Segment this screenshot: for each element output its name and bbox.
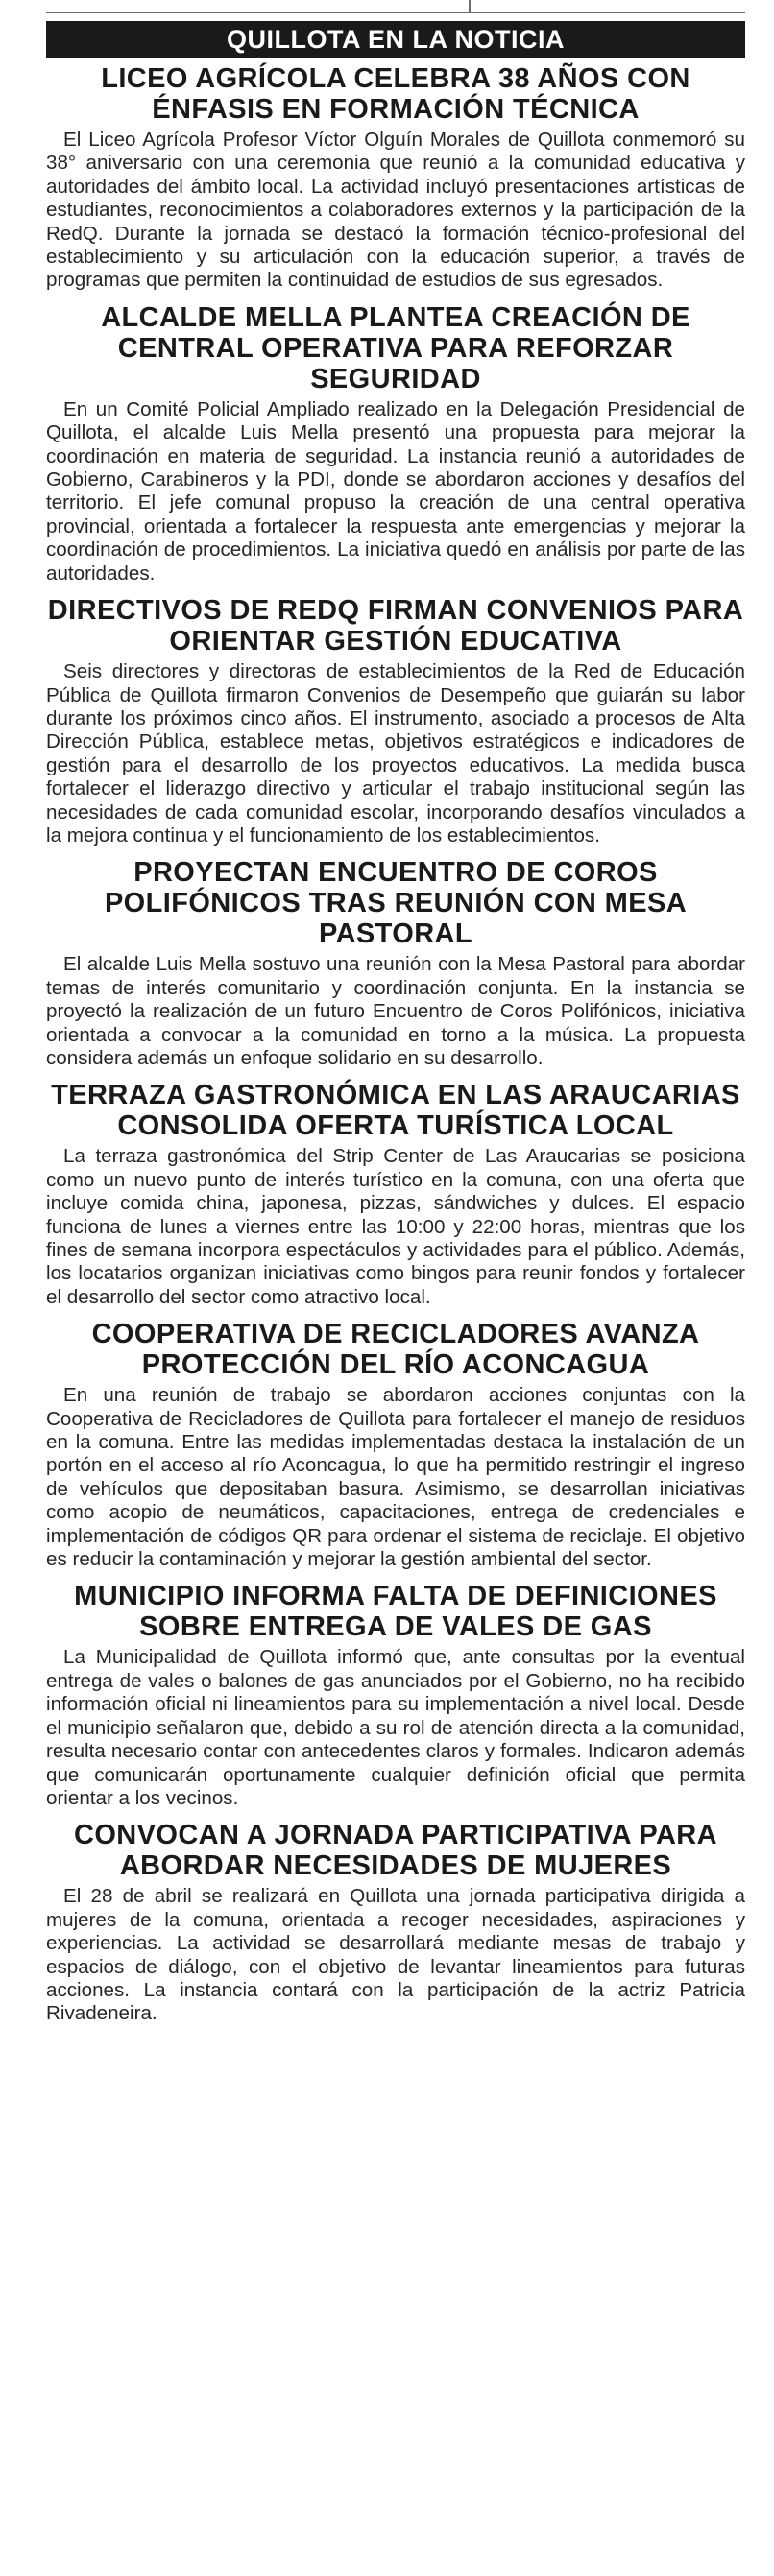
article-list <box>46 63 745 2036</box>
article-central-operativa <box>46 302 745 585</box>
article-jornada-mujeres <box>46 1820 745 2025</box>
article-headline: TERRAZA GASTRONÓMICA EN LAS ARAUCARIAS CONSOLIDA OFERTA TURÍSTICA LOCAL <box>51 1080 740 1142</box>
article-headline: ALCALDE MELLA PLANTEA CREACIÓN DE CENTRAL OPERATIVA PARA REFORZAR SEGURIDAD <box>101 301 690 394</box>
column-tick-mark <box>469 0 471 13</box>
article-coros-polifonicos <box>46 857 745 1070</box>
section-header: QUILLOTA EN LA NOTICIA <box>46 21 745 58</box>
article-headline: CONVOCAN A JORNADA PARTICIPATIVA PARA ABORDAR NECESIDADES DE MUJERES <box>74 1820 717 1882</box>
article-body: En una reunión de trabajo se abordaron acciones conjuntas con la Cooperativa de Recicladores de Quillota para fortalecer el manejo de residuos en la comuna. Entre las medidas implementadas destaca la instalación de un portón en el acceso al río Aconcagua, lo que ha permitido restringir el ingreso de vehículos que depositaban basura. Asimismo, se desarrollan iniciativas como acopio de neumáticos, capacitaciones, entrega de credenciales e implementación de códigos QR para ordenar el sistema de reciclaje. El objetivo es reducir la contaminación y mejorar la gestión ambiental del sector. <box>46 1384 745 1571</box>
article-headline: COOPERATIVA DE RECICLADORES AVANZA PROTECCIÓN DEL RÍO ACONCAGUA <box>91 1319 700 1381</box>
article-headline: PROYECTAN ENCUENTRO DE COROS POLIFÓNICOS TRAS REUNIÓN CON MESA PASTORAL <box>104 857 688 950</box>
article-body: El Liceo Agrícola Profesor Víctor Olguín Morales de Quillota conmemoró su 38° aniversario con una ceremonia que reunió a la comunidad educativa y autoridades del ámbito local. La actividad incluyó presentaciones artísticas de estudiantes, reconocimientos a colaboradores externos y la participación de la RedQ. Durante la jornada se destacó la formación técnico-profesional del establecimiento y su articulación con la educación superior, a través de programas que permiten la continuidad de estudios de sus egresados. <box>46 129 745 292</box>
article-body: Seis directores y directoras de establecimientos de la Red de Educación Pública de Quillota firmaron Convenios de Desempeño que guiarán su labor durante los próximos cinco años. El instrumento, asociado a procesos de Alta Dirección Pública, establece metas, objetivos estratégicos e indicadores de gestión para el desarrollo de los proyectos educativos. La medida busca fortalecer el liderazgo directivo y articular el trabajo institucional según las necesidades de cada comunidad escolar, incorporando desafíos vinculados a la mejora continua y el funcionamiento de los establecimientos. <box>46 660 745 847</box>
article-body: En un Comité Policial Ampliado realizado en la Delegación Presidencial de Quillota, el alcalde Luis Mella presentó una propuesta para mejorar la coordinación en materia de seguridad. La instancia reunió a autoridades de Gobierno, Carabineros y la PDI, donde se abordaron acciones y desafíos del territorio. El jefe comunal propuso la creación de una central operativa provincial, orientada a fortalecer la respuesta ante emergencias y mejorar la coordinación de procedimientos. La iniciativa quedó en análisis por parte de las autoridades. <box>46 397 745 584</box>
article-headline: LICEO AGRÍCOLA CELEBRA 38 AÑOS CON ÉNFASIS EN FORMACIÓN TÉCNICA <box>101 63 690 125</box>
article-liceo-agricola <box>46 63 745 293</box>
article-vales-de-gas <box>46 1581 745 1810</box>
newspaper-page <box>46 0 745 2576</box>
article-body: La terraza gastronómica del Strip Center de Las Araucarias se posiciona como un nuevo punto de interés turístico en la comuna, con una oferta que incluye comida china, japonesa, pizzas, sándwiches y dulces. El espacio funciona de lunes a viernes entre las 10:00 y 22:00 horas, mientras que los fines de semana incorpora espectáculos y actividades para el público. Además, los locatarios organizan iniciativas como bingos para reunir fondos y fortalecer el desarrollo del sector como atractivo local. <box>46 1145 745 1308</box>
article-headline: MUNICIPIO INFORMA FALTA DE DEFINICIONES SOBRE ENTREGA DE VALES DE GAS <box>74 1581 717 1643</box>
top-divider <box>46 0 745 13</box>
article-cooperativa-recicladores <box>46 1319 745 1571</box>
article-terraza-gastronomica <box>46 1080 745 1309</box>
article-body: El 28 de abril se realizará en Quillota una jornada participativa dirigida a mujeres de la comuna, orientada a recoger necesidades, aspiraciones y experiencias. La actividad se desarrollará mediante mesas de trabajo y espacios de diálogo, con el objetivo de levantar lineamientos para futuras acciones. La instancia contará con la participación de la actriz Patricia Rivadeneira. <box>46 1885 745 2025</box>
article-headline: DIRECTIVOS DE REDQ FIRMAN CONVENIOS PARA ORIENTAR GESTIÓN EDUCATIVA <box>47 595 744 657</box>
article-body: La Municipalidad de Quillota informó que, ante consultas por la eventual entrega de vales o balones de gas anunciados por el Gobierno, no ha recibido información oficial ni lineamientos para su implementación a nivel local. Desde el municipio señalaron que, debido a su rol de atención directa a la comunidad, resulta necesario contar con antecedentes claros y formales. Indicaron además que comunicarán oportunamente cualquier definición oficial que permita orientar a los vecinos. <box>46 1646 745 1809</box>
article-body: El alcalde Luis Mella sostuvo una reunión con la Mesa Pastoral para abordar temas de interés comunitario y coordinación conjunta. En la instancia se proyectó la realización de un futuro Encuentro de Coros Polifónicos, iniciativa orientada a convocar a la comunidad en torno a la música. La propuesta considera además un enfoque solidario en su desarrollo. <box>46 953 745 1069</box>
article-redq-convenios <box>46 595 745 847</box>
